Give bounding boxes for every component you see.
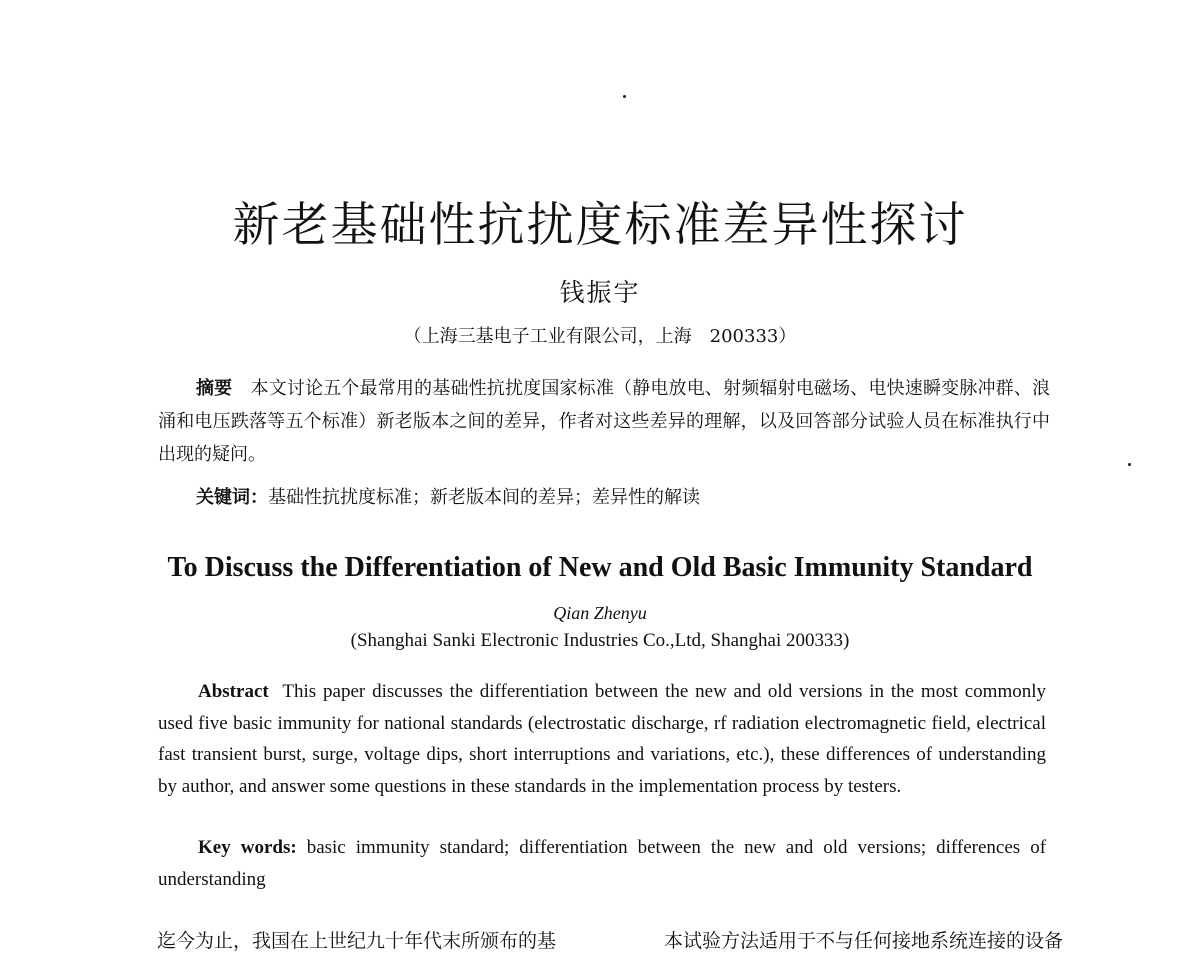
chinese-keywords-text: 基础性抗扰度标准；新老版本间的差异；差异性的解读 [268,487,700,508]
chinese-keywords-label: 关键词： [196,487,268,508]
english-title: To Discuss the Differentiation of New and Old Basic Immunity Standard [167,552,1033,583]
chinese-affiliation: （上海三基电子工业有限公司，上海 200333） [403,326,797,347]
chinese-abstract-label: 摘要 [196,378,233,399]
chinese-keywords [196,483,1056,509]
scan-speck [623,95,626,98]
body-left-column-line: 迄今为止，我国在上世纪九十年代末所颁布的基 [157,930,557,952]
chinese-author: 钱振宇 [559,278,641,307]
english-keywords [158,832,1046,895]
scan-speck [1128,463,1131,466]
english-keywords-label: Key words: [198,837,297,858]
body-right-column-line: 本试验方法适用于不与任何接地系统连接的设备 [664,930,1064,952]
english-affiliation: (Shanghai Sanki Electronic Industries Co.,Ltd, Shanghai 200333) [350,630,850,651]
chinese-abstract [158,372,1050,471]
english-abstract [158,676,1046,802]
english-keywords-text: basic immunity standard; differentiation between the new and old versions; differences of understanding [158,837,1047,890]
chinese-abstract-text: 本文讨论五个最常用的基础性抗扰度国家标准（静电放电、射频辐射电磁场、电快速瞬变脉冲群、浪涌和电压跌落等五个标准）新老版本之间的差异，作者对这些差异的理解，以及回答部分试验人员在标准执行中出现的疑问。 [158,378,1051,465]
english-abstract-text: This paper discusses the differentiation between the new and old versions in the most commonly used five basic immunity for national standards (electrostatic discharge, rf radiation electromagnetic field, electrical fast transient burst, surge, voltage dips, short interruptions and variations, etc.), these differences of understanding by author, and answer some questions in these standards in the implementation process by testers. [158,681,1047,797]
english-abstract-label: Abstract [198,681,269,702]
chinese-title: 新老基础性抗扰度标准差异性探讨 [232,198,968,253]
english-author: Qian Zhenyu [553,603,647,623]
